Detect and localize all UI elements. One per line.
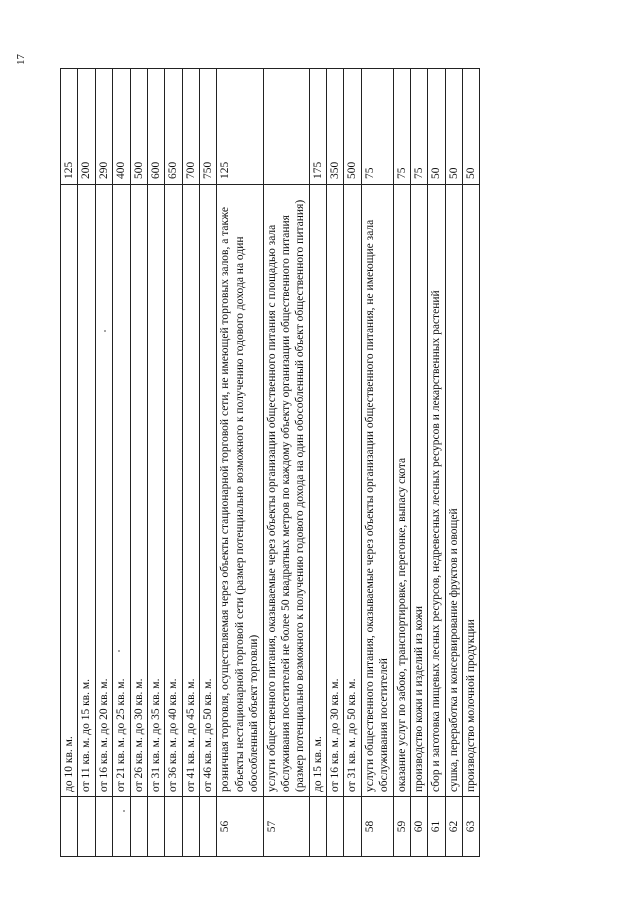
row-number: [309, 797, 326, 857]
row-number: [327, 797, 344, 857]
row-number: 59: [393, 797, 410, 857]
row-value: 75: [393, 69, 410, 185]
row-number: [200, 797, 217, 857]
row-value: 500: [130, 69, 147, 185]
row-description: до 10 кв. м.: [61, 185, 78, 797]
row-number: [95, 797, 112, 857]
row-number: [78, 797, 95, 857]
row-number: 61: [428, 797, 445, 857]
row-description: производство молочной продукции: [463, 185, 480, 797]
row-description: от 16 кв. м. до 30 кв. м.: [327, 185, 344, 797]
row-description: от 41 кв. м. до 45 кв. м.: [182, 185, 199, 797]
row-value: 750: [200, 69, 217, 185]
rates-table: [60, 68, 480, 857]
row-value: 500: [344, 69, 361, 185]
table-row: [263, 69, 309, 857]
table-row: [463, 69, 480, 857]
row-value: 125: [61, 69, 78, 185]
table-row: [200, 69, 217, 857]
row-value: 75: [361, 69, 393, 185]
row-description: оказание услуг по забою, транспортировке, перегонке, выпасу скота: [393, 185, 410, 797]
row-number: [113, 797, 130, 857]
row-value: 350: [327, 69, 344, 185]
row-description: от 31 кв. м. до 50 кв. м.: [344, 185, 361, 797]
row-description: от 21 кв. м. до 25 кв. м.: [113, 185, 130, 797]
row-description: услуги общественного питания, оказываемые через объекты организации общественного питания с площадью зала обслуживания посетителей не более 50 квадратных метров по каждому объекту организации общественного питания (размер потенциально возможного к получению годового дохода на один обособленный объект общественного питания): [263, 185, 309, 797]
row-description: от 31 кв. м. до 35 кв. м.: [147, 185, 164, 797]
row-description: от 11 кв. м. до 15 кв. м.: [78, 185, 95, 797]
table-row: [182, 69, 199, 857]
row-number: 63: [463, 797, 480, 857]
table-row: [95, 69, 112, 857]
row-value: 650: [165, 69, 182, 185]
row-value: 50: [428, 69, 445, 185]
row-value: 75: [410, 69, 427, 185]
table-row: [361, 69, 393, 857]
row-description: сушка, переработка и консервирование фруктов и овощей: [445, 185, 462, 797]
table-row: [61, 69, 78, 857]
row-value: 200: [78, 69, 95, 185]
row-value: 50: [445, 69, 462, 185]
table-row: [327, 69, 344, 857]
row-description: производство кожи и изделий из кожи: [410, 185, 427, 797]
row-number: 60: [410, 797, 427, 857]
row-description: услуги общественного питания, оказываемые через объекты организации общественного питания, не имеющие зала обслуживания посетителей: [361, 185, 393, 797]
table-row: [130, 69, 147, 857]
table-row: [410, 69, 427, 857]
page-number: 17: [15, 54, 27, 65]
row-number: 62: [445, 797, 462, 857]
scan-speck: [123, 810, 125, 812]
row-value: 400: [113, 69, 130, 185]
table-row: [344, 69, 361, 857]
row-value: 50: [463, 69, 480, 185]
table-row: [113, 69, 130, 857]
row-description: до 15 кв. м.: [309, 185, 326, 797]
row-value: 700: [182, 69, 199, 185]
row-number: [147, 797, 164, 857]
row-value: 290: [95, 69, 112, 185]
table-row: [165, 69, 182, 857]
row-description: сбор и заготовка пищевых лесных ресурсов, недревесных лесных ресурсов и лекарственных растений: [428, 185, 445, 797]
row-number: 56: [217, 797, 263, 857]
row-value: 600: [147, 69, 164, 185]
row-number: [344, 797, 361, 857]
row-description: от 16 кв. м. до 20 кв. м.: [95, 185, 112, 797]
row-number: [182, 797, 199, 857]
row-number: 58: [361, 797, 393, 857]
row-number: [61, 797, 78, 857]
row-value: [263, 69, 309, 185]
table-row: [147, 69, 164, 857]
row-number: [165, 797, 182, 857]
row-description: от 46 кв. м. до 50 кв. м.: [200, 185, 217, 797]
scan-speck: [104, 330, 106, 332]
row-value: 175: [309, 69, 326, 185]
row-description: розничная торговля, осуществляемая через объекты стационарной торговой сети, не имеющей торговых залов, а также объекты нестационарной торговой сети (размер потенциально возможного к получению годового дохода на один обособленный объект торговли): [217, 185, 263, 797]
table-row: [78, 69, 95, 857]
row-number: [130, 797, 147, 857]
row-description: от 36 кв. м. до 40 кв. м.: [165, 185, 182, 797]
table-row: [428, 69, 445, 857]
table-row: [445, 69, 462, 857]
row-number: 57: [263, 797, 309, 857]
row-value: 125: [217, 69, 263, 185]
table-row: [217, 69, 263, 857]
table-row: [309, 69, 326, 857]
row-description: от 26 кв. м. до 30 кв. м.: [130, 185, 147, 797]
scan-speck: [118, 650, 120, 652]
table-row: [393, 69, 410, 857]
